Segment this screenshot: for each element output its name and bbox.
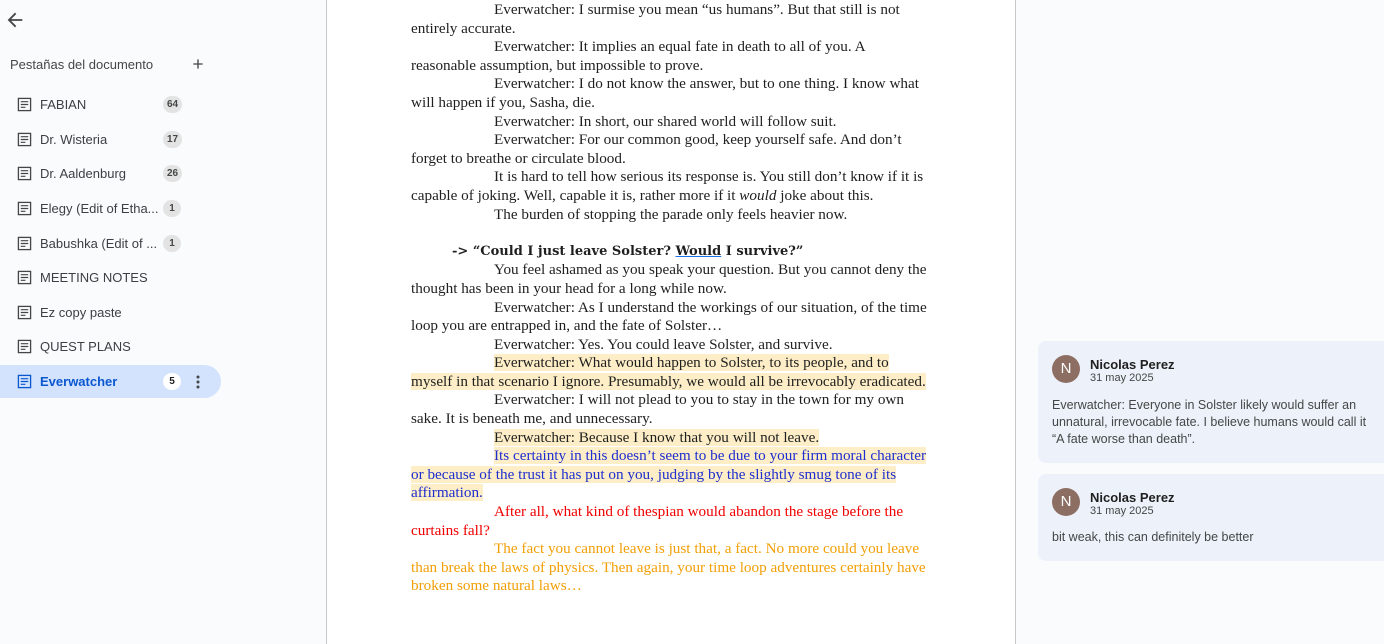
back-arrow-icon[interactable] [4, 9, 26, 31]
comments-panel [1017, 0, 1384, 644]
tabs-header: Pestañas del documento [10, 57, 154, 72]
text-run: -> “Could I just leave Solster? [452, 243, 676, 259]
tab-label: FABIAN [40, 97, 87, 112]
paragraph: Everwatcher: It implies an equal fate in death to all of you. A reasonable assumption, but impossible to prove. [411, 38, 865, 74]
avatar: N [1052, 355, 1080, 383]
document-icon [17, 339, 32, 354]
tab-babushka[interactable] [0, 227, 221, 260]
tab-meeting-notes[interactable] [0, 261, 221, 294]
tab-elegy[interactable] [0, 192, 221, 225]
comment-author: Nicolas Perez [1090, 490, 1175, 505]
document-icon [17, 166, 32, 181]
add-tab-plus-icon[interactable] [190, 56, 206, 72]
comment-author: Nicolas Perez [1090, 357, 1175, 372]
paragraph: Everwatcher: As I understand the workings of our situation, of the time loop you are entrapped in, and the fate of Solster… [411, 298, 927, 335]
document-icon [17, 97, 32, 112]
paragraph: Everwatcher: I do not know the answer, but to one thing. I know what will happen if you, Sasha, die. [411, 75, 919, 111]
comment-text: Everwatcher: Everyone in Solster likely would suffer an unnatural, irrevocable fate. I believe humans would call it “A fate worse than death”. [1052, 398, 1367, 446]
tab-ez-copy-paste[interactable] [0, 296, 221, 329]
document-page[interactable] [327, 0, 1016, 644]
document-icon [17, 132, 32, 147]
tab-label: MEETING NOTES [40, 270, 148, 285]
document-icon [17, 305, 32, 320]
comment-count-badge: 5 [163, 373, 181, 390]
tab-label: Elegy (Edit of Etha... [40, 201, 159, 216]
tab-dr-wisteria[interactable] [0, 123, 221, 156]
tab-quest-plans[interactable] [0, 330, 221, 363]
paragraph: Everwatcher: For our common good, keep yourself safe. And don’t forget to breathe or circulate blood. [411, 131, 902, 167]
commented-paragraph[interactable] [411, 354, 933, 391]
avatar: N [1052, 488, 1080, 516]
comment-date: 31 may 2025 [1090, 372, 1154, 384]
more-options-icon[interactable] [190, 373, 206, 390]
comment-count-badge: 1 [163, 235, 181, 252]
text-run: I survive?” [721, 243, 804, 259]
italic-text: would [739, 186, 777, 204]
paragraph: Everwatcher: Yes. You could leave Solster, and survive. [494, 335, 833, 353]
tab-label: Dr. Aaldenburg [40, 166, 127, 181]
text-run: joke about this. [776, 186, 874, 204]
blue-paragraph [411, 447, 933, 503]
text-run: It is hard to tell how serious its response is. You still don’t know if it is capable of joking. Well, capable it is, rather more if it [411, 168, 924, 204]
comment-highlight[interactable]: Everwatcher: Because I know that you will not leave. [494, 428, 820, 446]
paragraph: Everwatcher: I will not plead to you to stay in the town for my own sake. It is beneath me, and unnecessary. [411, 391, 904, 428]
document-icon [17, 201, 32, 216]
paragraph: You feel ashamed as you speak your question. But you cannot deny the thought has been in your head for a long while now. [411, 261, 927, 297]
comment-count-badge: 64 [163, 96, 182, 113]
tab-everwatcher[interactable] [0, 365, 221, 398]
tab-label: Dr. Wisteria [40, 132, 108, 147]
paragraph: Everwatcher: In short, our shared world will follow suit. [494, 112, 837, 130]
comment-highlight[interactable]: Everwatcher: What would happen to Solster, to its people, and to myself in that scenario I ignore. Presumably, we would all be irrevocably eradicated. [411, 354, 926, 390]
spellcheck-underlined-word[interactable]: Would [675, 243, 722, 259]
tab-label: Ez copy paste [40, 305, 122, 320]
commented-paragraph[interactable] [411, 429, 933, 448]
choice-heading [411, 243, 933, 262]
tab-dr-aaldenburg[interactable] [0, 157, 221, 190]
document-icon [17, 374, 32, 389]
paragraph: The burden of stopping the parade only feels heavier now. [494, 205, 848, 223]
paragraph [411, 168, 933, 205]
document-icon [17, 236, 32, 251]
document-body[interactable] [411, 1, 933, 596]
comment-count-badge: 17 [163, 131, 182, 148]
document-icon [17, 270, 32, 285]
tab-fabian[interactable] [0, 88, 221, 121]
comment-card[interactable] [1038, 341, 1384, 463]
comment-count-badge: 26 [163, 165, 182, 182]
comment-card[interactable] [1038, 474, 1384, 561]
paragraph: Everwatcher: I surmise you mean “us humans”. But that still is not entirely accurate. [411, 1, 900, 37]
red-paragraph: After all, what kind of thespian would abandon the stage before the curtains fall? [411, 503, 904, 539]
orange-paragraph: The fact you cannot leave is just that, a fact. No more could you leave than break the laws of physics. Then again, your time loop adventures certainly have broken some natural laws… [411, 540, 926, 595]
tab-label: Babushka (Edit of ... [40, 236, 158, 251]
tab-label: Everwatcher [40, 374, 118, 389]
document-tabs-sidebar [0, 0, 327, 644]
comment-date: 31 may 2025 [1090, 505, 1154, 517]
comment-count-badge: 1 [163, 200, 181, 217]
tab-label: QUEST PLANS [40, 339, 131, 354]
comment-text: bit weak, this can definitely be better [1052, 530, 1254, 544]
empty-line [411, 224, 933, 243]
comment-highlight[interactable]: Its certainty in this doesn’t seem to be due to your firm moral character or because of the trust it has put on you, judging by the slightly smug tone of its affirmation. [411, 447, 927, 502]
